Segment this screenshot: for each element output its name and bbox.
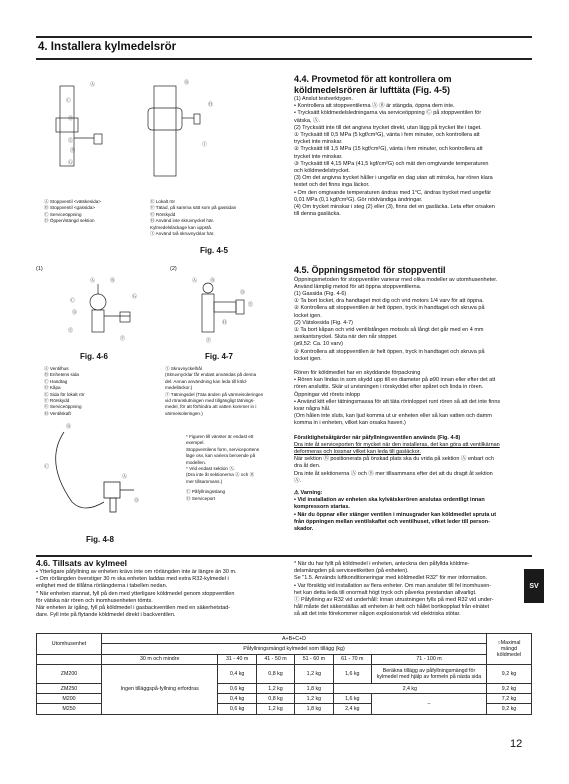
section-4-6-title: 4.6. Tillsats av kylmeel bbox=[36, 558, 128, 568]
text-line: (2) Trycksätt inte till det angivna trycket direkt, utan lägg på trycket lite i taget. bbox=[294, 124, 482, 131]
legend-item: Ⓑ Enhetens sida bbox=[44, 372, 79, 378]
svg-text:Ⓓ: Ⓓ bbox=[134, 498, 140, 504]
caution-title: Försiktighetsåtgärder när påfyllningsventilen används (Fig. 4-8) bbox=[294, 434, 461, 441]
text-line: Se "1.5. Används luftkonditioneringar med köldmedlet R32" för mer information. bbox=[294, 575, 488, 582]
text-line: ② Kontrollera att stoppventilen är helt öppen, tryck in handtaget och skruva på bbox=[294, 305, 485, 312]
legend-item: Ⓓ Öppen/stängd sektion bbox=[44, 218, 95, 224]
legend-item: vid röranslutningen med tillgängligt tätnings- bbox=[165, 398, 255, 404]
table-cell: 1,8 kg bbox=[295, 704, 333, 714]
text-line: • Var försiktig vid installation av flera enheter. Om man ansluter till fel inomhusen- bbox=[294, 582, 492, 589]
legend-item: medel, för att förhindra att vatten kommer in i bbox=[165, 404, 257, 410]
fig-4-6-label: Fig. 4-6 bbox=[80, 352, 109, 361]
text-line: locket igen. bbox=[294, 355, 322, 362]
text-line: delsmängden på serviceetiketten (på enheten). bbox=[294, 568, 409, 575]
text-line: ② Trycksätt till 1,5 MPa (15 kgf/cm²G), vänta i fem minuter, och kontrollera att bbox=[294, 146, 483, 153]
table-header-cell: 31 - 40 m bbox=[218, 654, 256, 664]
legend-item: Ⓕ Tätad, på samma sätt som på gassidan bbox=[150, 205, 237, 211]
warning-icon: ⚠ bbox=[294, 489, 301, 496]
table-header-cell: Påfyllningsmängd kylmedel som tillägg (kg) bbox=[102, 644, 487, 654]
warning-title: Varning: bbox=[300, 489, 323, 496]
note-line: (Dra inte åt sektionerna Ⓐ och Ⓑ bbox=[186, 472, 255, 478]
fig-4-7-num: (2) bbox=[170, 266, 177, 272]
text-line: komma in i enheten, vilket kan orsaka haveri.) bbox=[294, 420, 406, 427]
note-line: * Vrid endast sektion Ⓐ. bbox=[186, 466, 236, 472]
legend-item: Ⓔ Sida för lokalt rör bbox=[44, 391, 85, 397]
table-cell: Ingen tilläggspå-fyllning erfordras bbox=[102, 664, 218, 714]
legend-item: Ⓙ Tätningsdel (Täta änden på värmeisoleringen bbox=[165, 391, 264, 397]
legend-item: Ⓕ Rörskydd bbox=[44, 398, 70, 404]
table-cell: 0,8 kg bbox=[256, 694, 294, 704]
section-header bbox=[36, 36, 532, 60]
table-header-cell: 41 - 50 m bbox=[256, 654, 294, 664]
section-divider bbox=[36, 555, 532, 557]
svg-text:Ⓗ: Ⓗ bbox=[208, 102, 214, 108]
legend-item: värmeisoleringen.) bbox=[165, 410, 203, 416]
table-header-cell: 51 - 60 m bbox=[295, 654, 333, 664]
text-line: När enheten är igång, fyll på köldmedel i gasbackventilen med en säkerhetstad- bbox=[36, 605, 231, 612]
text-line: Öppningsmetoden för stoppventiler varierar med olika modeller av utomhusenheter. bbox=[294, 276, 498, 283]
table-cell: 7,2 kg bbox=[487, 694, 532, 704]
table-row bbox=[37, 644, 532, 654]
text-line: • Vid installation av enheten ska kylvätskerören anslutas ordentligt innan bbox=[294, 497, 485, 504]
text-line: (1) Gassida (Fig. 4-6) bbox=[294, 290, 347, 297]
svg-text:Ⓖ: Ⓖ bbox=[68, 160, 74, 166]
text-line: het kan detta leda till onormalt högt tryck och påverka prestandan allvarligt. bbox=[294, 589, 477, 596]
legend-item: Ⓑ Stoppventil <gassida> bbox=[44, 205, 96, 211]
svg-text:Ⓔ: Ⓔ bbox=[248, 302, 254, 308]
legend-item: (Skruvnycklar får endast användas på denna bbox=[165, 372, 257, 378]
text-line: håll måste det säkerställas att enheten är helt och hållet bortkopplad från elnätet bbox=[294, 604, 490, 611]
text-line: skador. bbox=[294, 526, 314, 532]
text-line: Rören för köldmedlet har en skyddande förpackning bbox=[294, 369, 421, 376]
table-row bbox=[37, 654, 532, 664]
table-cell: 1,2 kg bbox=[256, 704, 294, 714]
text-line: enlighet med de tillåtna rörlängderna i tabellen nedan. bbox=[36, 583, 168, 590]
text-line: • Trycksätt köldmedelsledningarna via serviceöppning Ⓒ på stoppventilen för bbox=[294, 110, 482, 117]
svg-text:Ⓐ: Ⓐ bbox=[122, 474, 128, 480]
legend-item: Ⓐ Stoppventil <vätskesida> bbox=[44, 199, 101, 204]
text-line: kompressorn startas. bbox=[294, 504, 350, 511]
text-line: ③ Trycksätt till 4,15 MPa (41,5 kgf/cm²G) och mät den omgivande temperaturen bbox=[294, 160, 489, 167]
text-line: Ⓐ. bbox=[294, 477, 302, 484]
note-line: Stoppventilens form, serviceportens bbox=[186, 446, 260, 452]
text-line: sexkantsnyckel. Sluta när den når stoppet. bbox=[294, 334, 398, 341]
svg-text:Ⓑ: Ⓑ bbox=[66, 424, 72, 430]
table-cell: 1,6 kg bbox=[333, 694, 371, 704]
svg-text:Ⓗ: Ⓗ bbox=[222, 320, 228, 326]
fig-4-5-legend-right bbox=[150, 199, 280, 237]
table-row bbox=[37, 664, 532, 683]
svg-text:Ⓕ: Ⓕ bbox=[70, 148, 76, 154]
table-header-cell: ○Maximal mängd köldmedel bbox=[487, 634, 532, 665]
text-line: så att det inte förekommer någon explosionsrisk vid elektriska stötar. bbox=[294, 611, 461, 618]
legend-item: Ⓒ Påfyllningsslang bbox=[186, 489, 226, 495]
svg-text:Ⓓ: Ⓓ bbox=[72, 310, 78, 316]
text-line: kvar några hål. bbox=[294, 405, 331, 412]
svg-text:Ⓔ: Ⓔ bbox=[68, 138, 74, 144]
section-title: 4. Installera kylmedelsrör bbox=[38, 41, 177, 53]
text-line: dare. Fyll inte på flytande köldmedel direkt i backventilen. bbox=[36, 612, 176, 619]
text-line: När sektion Ⓑ positionerats på önskad plats ska du vrida på sektion Ⓐ enbart och bbox=[294, 456, 494, 463]
text-line: • Om rörlängden överstiger 30 m ska enheten laddas med extra R32-kylmedel i bbox=[36, 576, 229, 583]
svg-text:Ⓕ: Ⓕ bbox=[206, 338, 212, 344]
legend-item: del. Annan användning kan leda till köld- bbox=[165, 378, 248, 384]
legend-item: Ⓔ Lokalt rör bbox=[150, 199, 176, 204]
text-line: till denna gasläcka. bbox=[294, 211, 341, 218]
fig-4-6-drawing bbox=[60, 276, 150, 346]
svg-text:Ⓕ: Ⓕ bbox=[120, 336, 126, 342]
section-4-4 bbox=[294, 74, 524, 218]
fig-4-8-notes bbox=[186, 434, 286, 502]
table-cell: 0,4 kg bbox=[218, 694, 256, 704]
table-cell: ZM250 bbox=[37, 683, 102, 693]
text-line: rören anslutits. Skär ut urvisningen i rörskyddet efter spåret och linda in rören. bbox=[294, 384, 484, 391]
fig-4-7-legend bbox=[165, 366, 285, 417]
table-cell: – bbox=[372, 694, 487, 715]
text-line: ② Kontrollera att stoppventilen är helt öppen, tryck in handtaget och skruva på bbox=[294, 348, 485, 355]
legend-item: medelläckor.) bbox=[165, 385, 193, 391]
table-cell: 9,2 kg bbox=[487, 683, 532, 693]
svg-text:Ⓐ: Ⓐ bbox=[90, 278, 96, 284]
table-cell: 0,4 kg bbox=[218, 664, 256, 683]
legend-item: Ⓖ Serviceöppning bbox=[44, 404, 82, 410]
fig-4-7-drawing bbox=[182, 276, 272, 346]
text-line: vätska, Ⓐ. bbox=[294, 117, 320, 124]
fig-4-8-drawing bbox=[44, 422, 154, 522]
table-header-cell: 61 - 70 m bbox=[333, 654, 371, 664]
fig-4-7-label: Fig. 4-7 bbox=[205, 352, 234, 361]
note-line: modellen. bbox=[186, 459, 206, 465]
table-header-cell: A+B+C+D bbox=[102, 634, 487, 644]
table-cell: 1,2 kg bbox=[256, 683, 294, 693]
legend-item: Ⓖ Rörskydd bbox=[150, 211, 176, 217]
fig-4-6-legend bbox=[44, 366, 144, 417]
table-cell: 1,2 kg bbox=[295, 664, 333, 683]
text-line: trycket inte minskar. bbox=[294, 139, 343, 146]
note-line: exempel. bbox=[186, 440, 205, 446]
text-line: trycket inte minskar. bbox=[294, 153, 343, 160]
text-line: • Använd kitt eller tätningsmassa för att täta rörinloppet runt rören så att det inte finns bbox=[294, 398, 501, 405]
fig-4-5-legend-left bbox=[44, 199, 144, 225]
refrigerant-table bbox=[36, 633, 532, 715]
section-4-4-title: 4.4. Provmetod för att kontrollera om köldmedelsrören är lufttäta (Fig. 4-5) bbox=[294, 74, 452, 95]
section-4-5-title: 4.5. Öppningsmetod för stoppventil bbox=[294, 265, 446, 275]
table-cell: M200 bbox=[37, 694, 102, 704]
legend-item: Ⓘ Använd två skruvnycklar här. bbox=[150, 231, 215, 237]
text-line: • Ytterligare påfyllning av enheten krävs inte om rörlängden inte är längre än 30 m. bbox=[36, 569, 237, 575]
table-cell: Beräkna tillägg av påfyllningsmängd för kylmedel med hjälp av formeln på nästa sida bbox=[372, 664, 487, 683]
text-line: 0,01 MPa (0,1 kgf/cm²G). Gör nödvändiga ändringar. bbox=[294, 196, 423, 203]
svg-text:Ⓑ: Ⓑ bbox=[110, 278, 116, 284]
language-tab: SV bbox=[524, 569, 544, 603]
text-line: Dra inte åt sektionerna Ⓐ och Ⓑ mer tillsammans efter det att du dragit åt sektion bbox=[294, 470, 493, 477]
text-line: • När du öppnar eller stänger ventilen i minusgrader kan köldmedlet spruta ut bbox=[294, 511, 497, 518]
text-line: för vätska när rören och inomhusenheten tömts. bbox=[36, 597, 153, 604]
text-line: • Kontrollera att stoppventilerna Ⓐ Ⓑ är stängda, öppna dem inte. bbox=[294, 103, 455, 110]
svg-text:Ⓔ: Ⓔ bbox=[68, 328, 74, 334]
text-line: och köldmedelstrycket. bbox=[294, 168, 350, 175]
text-line: Ⓘ Påfyllning av R32 vid underhåll: Innan utrustningen fylls på med R32 vid under- bbox=[294, 597, 494, 604]
text-line: Öppningar vid rörets inlopp bbox=[294, 391, 361, 398]
table-cell: 0,6 kg bbox=[218, 683, 256, 693]
table-cell: 1,8 kg bbox=[295, 683, 333, 693]
table-header-cell: 30 m och mindre bbox=[102, 654, 218, 664]
page-number: 12 bbox=[510, 738, 523, 750]
legend-item: Ⓒ Handtag bbox=[44, 378, 68, 384]
legend-item: Ⓗ Ventilskaft bbox=[44, 410, 71, 416]
legend-item: Ⓓ Kåpa bbox=[44, 385, 61, 391]
note-line: läge osv, kan variera beroende på bbox=[186, 453, 256, 459]
text-line: • Om den omgivande temperaturen ändras med 1°C, ändras trycket med ungefär bbox=[294, 189, 492, 196]
text-line: (ø9,52: Ca. 10 varv) bbox=[294, 341, 343, 348]
text-line: testet och det finns inga läckor. bbox=[294, 182, 370, 189]
table-row bbox=[37, 634, 532, 644]
legend-item: Kylmedelsläckage kan uppstå. bbox=[150, 224, 213, 230]
table-cell: 2,4 kg bbox=[333, 704, 371, 714]
svg-text:Ⓖ: Ⓖ bbox=[132, 294, 138, 300]
legend-item: Ⓓ Serviceport bbox=[186, 495, 216, 501]
table-cell: ZM200 bbox=[37, 664, 102, 683]
svg-text:Ⓒ: Ⓒ bbox=[66, 98, 72, 104]
fig-4-8-label: Fig. 4-8 bbox=[86, 535, 115, 544]
table-header-cell: 71 - 100 m bbox=[372, 654, 487, 664]
fig-4-5-drawing bbox=[44, 78, 244, 178]
svg-text:Ⓐ: Ⓐ bbox=[90, 82, 96, 88]
table-cell: 0,8 kg bbox=[256, 664, 294, 683]
text-line: (3) Om det angivna trycket håller i ungefär en dag utan att minska, har rören klara bbox=[294, 175, 493, 182]
table-cell: M250 bbox=[37, 704, 102, 714]
note-line: * Figuren till vänster är endast ett bbox=[186, 434, 254, 439]
table-header-cell: Utomhusenhet bbox=[37, 634, 102, 655]
text-line: Dra inte åt serviceporten för mycket när den installeras, det kan göra att ventilkärnan bbox=[294, 441, 500, 448]
text-line: • Rören kan lindas in som skydd upp till en diameter på ø90 innan eller efter det att bbox=[294, 377, 496, 384]
svg-text:Ⓑ: Ⓑ bbox=[184, 80, 190, 86]
table-cell: 2,4 kg bbox=[333, 683, 486, 693]
text-line: (4) Om trycket minskar i steg (2) eller (3), finns det en gasläcka. Leta efter orsaken bbox=[294, 204, 495, 211]
text-line: locket igen. bbox=[294, 312, 322, 319]
table-cell: 9,2 kg bbox=[487, 704, 532, 714]
svg-text:Ⓓ: Ⓓ bbox=[240, 290, 246, 296]
text-line: från öppningen mellan ventilskaftet och ventilhuset, vilket leder till person- bbox=[294, 518, 490, 525]
text-line: (Om hålen inte sluts, kan ljud komma ut ur enheten eller så kan vatten och damm bbox=[294, 413, 492, 420]
svg-text:Ⓐ: Ⓐ bbox=[192, 278, 198, 284]
svg-text:Ⓒ: Ⓒ bbox=[70, 298, 76, 304]
svg-text:Ⓘ: Ⓘ bbox=[202, 142, 208, 148]
table-cell: 1,2 kg bbox=[295, 694, 333, 704]
text-line: * När du har fyllt på köldmedel i enheten, anteckna den påfyllda köldme- bbox=[294, 561, 470, 567]
svg-text:Ⓓ: Ⓓ bbox=[68, 116, 74, 122]
text-line: ① Ta bort kåpan och vrid ventilstången motsols så långt det går med en 4 mm bbox=[294, 326, 484, 333]
fig-4-6-num: (1) bbox=[36, 266, 43, 272]
table-cell: 9,2 kg bbox=[487, 664, 532, 683]
legend-item: Ⓐ Ventilhus bbox=[44, 366, 69, 371]
text-line: deformeras och lossnar vilket kan leda till gasläckor. bbox=[294, 448, 421, 455]
table-cell: 1,6 kg bbox=[333, 664, 371, 683]
text-line: ① Trycksätt till 0,5 MPa (5 kgf/cm²G), vänta i fem minuter, och kontrollera att bbox=[294, 132, 480, 139]
legend-item: Ⓗ Använd inte skruvnyckel här. bbox=[150, 218, 215, 224]
section-4-6-right bbox=[294, 561, 524, 619]
text-line: ① Ta bort locket, dra handtaget mot dig och vrid motors 1/4 varv för att öppna. bbox=[294, 298, 484, 305]
svg-text:Ⓒ: Ⓒ bbox=[44, 464, 50, 470]
text-line: Använd lämplig metod för att öppna stoppventilerna. bbox=[294, 283, 422, 290]
legend-item: Ⓘ Skruvnyckelhål bbox=[165, 366, 202, 371]
section-4-6-left bbox=[36, 569, 280, 619]
text-line: dra åt den. bbox=[294, 463, 321, 470]
legend-item: Ⓒ Serviceöppning bbox=[44, 211, 82, 217]
text-line: (2) Vätskesida (Fig. 4-7) bbox=[294, 319, 353, 326]
fig-4-5-label: Fig. 4-5 bbox=[200, 246, 229, 255]
note-line: mer tillsammans.) bbox=[186, 478, 223, 484]
svg-text:Ⓑ: Ⓑ bbox=[210, 278, 216, 284]
text-line: * När enheten stannat, fyll på den med ytterligare köldmedel genom stoppventilen bbox=[36, 590, 235, 597]
section-4-5 bbox=[294, 265, 524, 533]
table-cell: 0,6 kg bbox=[218, 704, 256, 714]
text-line: (1) Anslut testverktygen. bbox=[294, 96, 353, 102]
